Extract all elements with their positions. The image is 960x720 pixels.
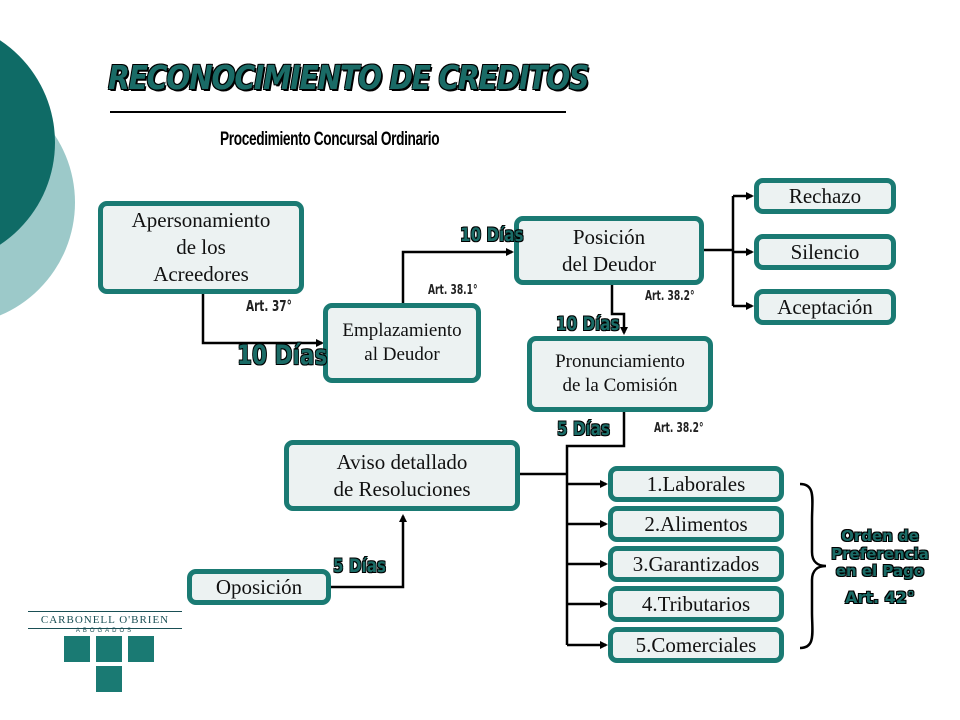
node-garantizados: 3.Garantizados: [608, 546, 784, 582]
label-art-38-1: Art. 38.1°: [428, 283, 478, 298]
node-pronunciamiento: Pronunciamiento de la Comisión: [527, 336, 713, 412]
label-art-37: Art. 37°: [246, 297, 292, 315]
orden-line-2: Preferencia: [831, 544, 929, 563]
label-dias-emplazamiento: 10 Días: [460, 224, 524, 246]
node-tributarios: 4.Tributarios: [608, 586, 784, 622]
orden-art-42: Art. 42°: [845, 588, 915, 608]
node-posicion: Posición del Deudor: [514, 216, 704, 285]
page-subtitle: Procedimiento Concursal Ordinario: [220, 129, 440, 150]
orden-preferencia-label: [820, 528, 940, 608]
node-comerciales: 5.Comerciales: [608, 627, 784, 663]
node-rechazo: Rechazo: [754, 178, 896, 214]
logo-subtitle: ABOGADOS: [75, 628, 135, 634]
label-art-38-2-posicion: Art. 38.2°: [645, 289, 695, 304]
page-title: RECONOCIMIENTO DE CREDITOS: [108, 58, 589, 97]
label-dias-oposicion: 5 Días: [333, 555, 386, 577]
logo-name: CARBONELL O'BRIEN: [28, 611, 182, 629]
label-dias-posicion: 10 Días: [556, 313, 620, 335]
node-aceptacion: Aceptación: [754, 289, 896, 325]
node-apersonamiento: Apersonamiento de los Acreedores: [98, 201, 304, 294]
node-alimentos: 2.Alimentos: [608, 506, 784, 542]
node-aviso: Aviso detallado de Resoluciones: [284, 440, 520, 511]
node-laborales: 1.Laborales: [608, 466, 784, 502]
orden-line-1: Orden de: [841, 527, 919, 545]
node-emplazamiento: Emplazamiento al Deudor: [323, 303, 481, 383]
label-dias-apersonamiento: 10 Días: [237, 340, 328, 371]
node-silencio: Silencio: [754, 234, 896, 270]
label-dias-pronunciamiento: 5 Días: [557, 418, 610, 440]
node-oposicion: Oposición: [187, 569, 331, 605]
label-art-38-2-pronunciamiento: Art. 38.2°: [654, 421, 704, 436]
orden-line-3: en el Pago: [835, 562, 925, 581]
